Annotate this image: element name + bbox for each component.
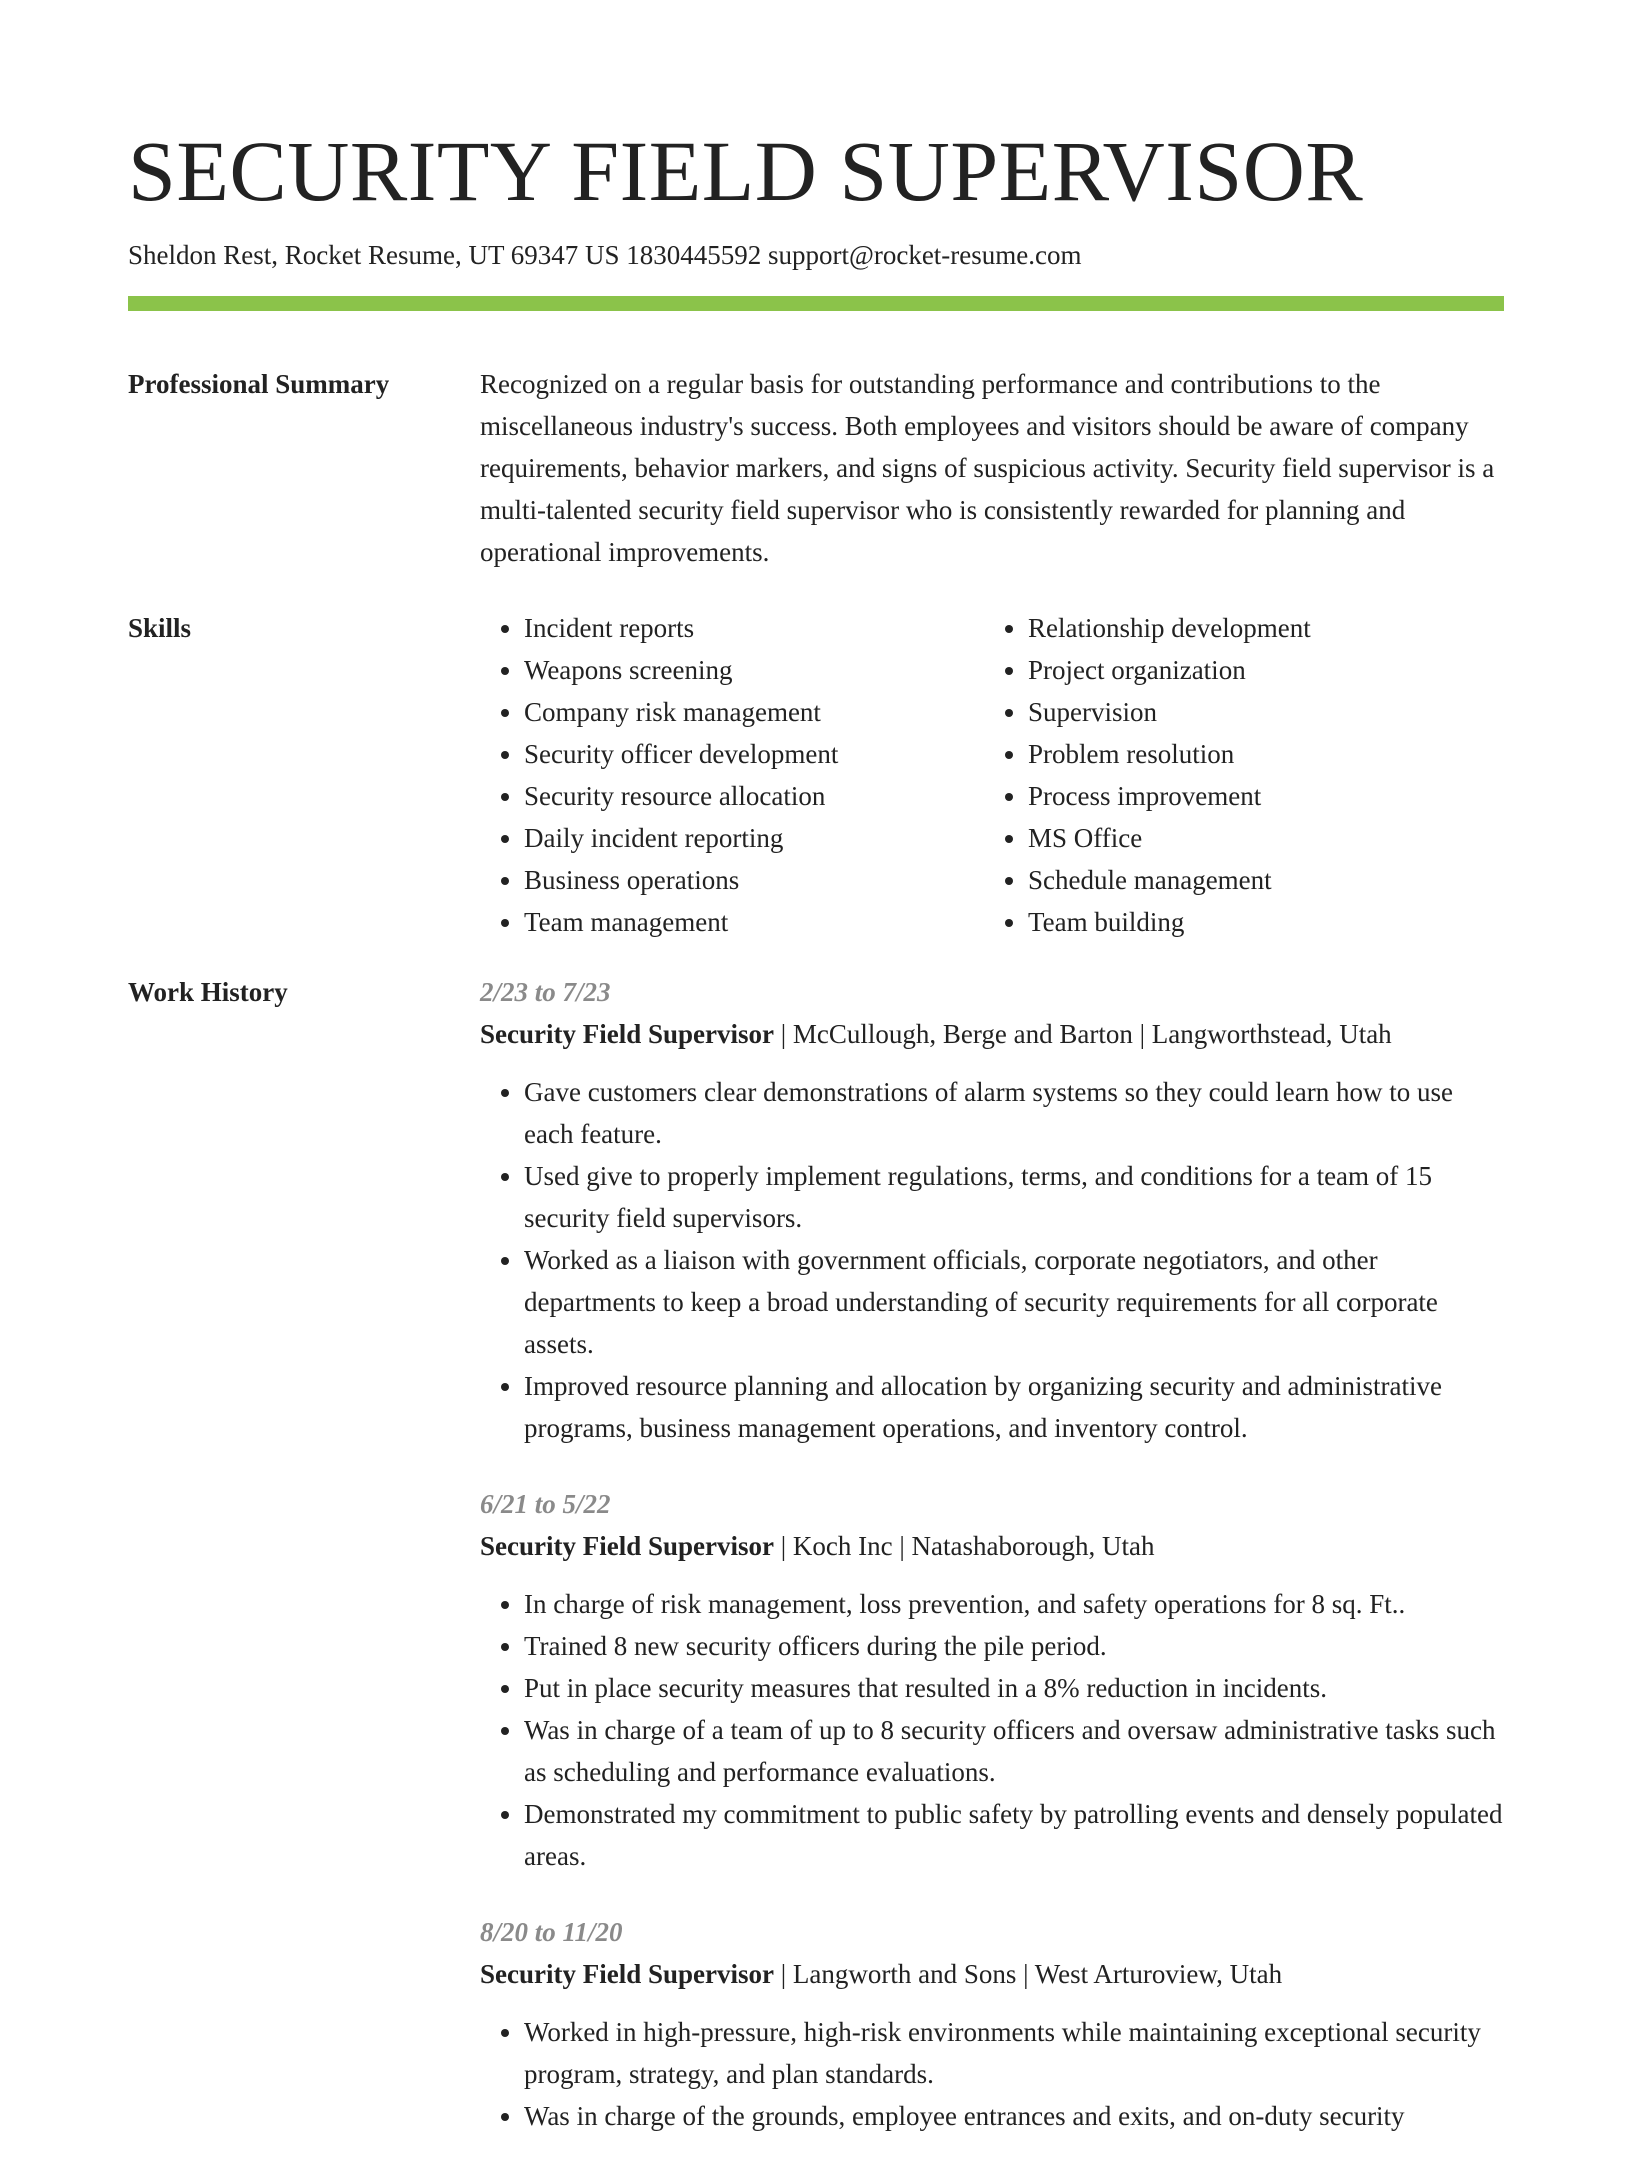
list-item: • Was in charge of a team of up to 8 security officers and oversaw administrative tasks such as scheduling and performance evaluations. [524, 1709, 1504, 1793]
job-heading [480, 1013, 1504, 1055]
job-bullets [480, 2011, 1504, 2137]
job-entry [480, 971, 1504, 1449]
list-item: • Supervision [1028, 691, 1488, 733]
list-item: • Gave customers clear demonstrations of alarm systems so they could learn how to use each feature. [524, 1071, 1504, 1155]
list-item: • Problem resolution [1028, 733, 1488, 775]
job-company: Langworth and Sons [792, 1959, 1017, 1989]
list-item: • Used give to properly implement regulations, terms, and conditions for a team of 15 security field supervisors. [524, 1155, 1504, 1239]
list-item: • Schedule management [1028, 859, 1488, 901]
resume-title: SECURITY FIELD SUPERVISOR [128, 123, 1364, 219]
skills-section [128, 607, 1504, 943]
job-separator: | [1132, 1019, 1152, 1049]
job-bullets [480, 1583, 1504, 1877]
job-location: Natashaborough, Utah [911, 1531, 1155, 1561]
job-title: Security Field Supervisor [480, 1959, 774, 1989]
list-item: • Relationship development [1028, 607, 1488, 649]
section-title-work: Work History [128, 977, 288, 1007]
skills-list-right [984, 607, 1488, 943]
list-item: • Worked as a liaison with government officials, corporate negotiators, and other departments to keep a broad understanding of security requirements for all corporate assets. [524, 1239, 1504, 1365]
list-item: • Company risk management [524, 691, 984, 733]
list-item: • Demonstrated my commitment to public safety by patrolling events and densely populated areas. [524, 1793, 1504, 1877]
list-item: • MS Office [1028, 817, 1488, 859]
list-item: • Process improvement [1028, 775, 1488, 817]
list-item: • Security officer development [524, 733, 984, 775]
work-history-section [128, 971, 1504, 2171]
professional-summary-section [128, 363, 1504, 573]
list-item: • Put in place security measures that resulted in a 8% reduction in incidents. [524, 1667, 1504, 1709]
job-title: Security Field Supervisor [480, 1531, 774, 1561]
job-separator: | [892, 1531, 912, 1561]
job-separator: | [773, 1531, 793, 1561]
list-item: • In charge of risk management, loss prevention, and safety operations for 8 sq. Ft.. [524, 1583, 1504, 1625]
list-item: • Was in charge of the grounds, employee entrances and exits, and on-duty security [524, 2095, 1504, 2137]
list-item: • Security resource allocation [524, 775, 984, 817]
list-item: • Team management [524, 901, 984, 943]
job-title: Security Field Supervisor [480, 1019, 774, 1049]
list-item: • Improved resource planning and allocation by organizing security and administrative programs, business management operations, and inventory control. [524, 1365, 1504, 1449]
summary-text: Recognized on a regular basis for outstanding performance and contributions to the miscellaneous industry's success. Both employees and visitors should be aware of company requirements, behavior markers, and signs of suspicious activity. Security field supervisor is a multi-talented security field supervisor who is consistently rewarded for planning and operational improvements. [480, 369, 1495, 567]
header-divider [128, 296, 1504, 311]
job-bullets [480, 1071, 1504, 1449]
work-history-body [480, 971, 1504, 2171]
contact-line: Sheldon Rest, Rocket Resume, UT 69347 US 1830445592 support@rocket-resume.com [128, 240, 1082, 270]
section-title-skills: Skills [128, 613, 192, 643]
resume-page [128, 0, 1504, 2171]
list-item: • Weapons screening [524, 649, 984, 691]
job-location: West Arturoview, Utah [1034, 1959, 1283, 1989]
skills-columns [480, 607, 1504, 943]
list-item: • Project organization [1028, 649, 1488, 691]
job-entry [480, 1483, 1504, 1877]
section-title-summary: Professional Summary [128, 369, 390, 399]
summary-body [480, 363, 1504, 573]
list-item: • Business operations [524, 859, 984, 901]
skills-body [480, 607, 1504, 943]
job-separator: | [1016, 1959, 1035, 1989]
job-heading [480, 1525, 1504, 1567]
list-item: • Worked in high-pressure, high-risk environments while maintaining exceptional security program, strategy, and plan standards. [524, 2011, 1504, 2095]
job-separator: | [773, 1959, 793, 1989]
job-entry [480, 1911, 1504, 2137]
list-item: • Team building [1028, 901, 1488, 943]
list-item: • Trained 8 new security officers during the pile period. [524, 1625, 1504, 1667]
job-dates: 2/23 to 7/23 [480, 977, 611, 1007]
skills-list-left [480, 607, 984, 943]
list-item: • Daily incident reporting [524, 817, 984, 859]
job-dates: 6/21 to 5/22 [480, 1489, 611, 1519]
job-company: Koch Inc [792, 1531, 893, 1561]
job-dates: 8/20 to 11/20 [480, 1917, 623, 1947]
job-separator: | [773, 1019, 793, 1049]
list-item: • Incident reports [524, 607, 984, 649]
job-location: Langworthstead, Utah [1151, 1019, 1392, 1049]
job-heading [480, 1953, 1504, 1995]
job-company: McCullough, Berge and Barton [792, 1019, 1133, 1049]
